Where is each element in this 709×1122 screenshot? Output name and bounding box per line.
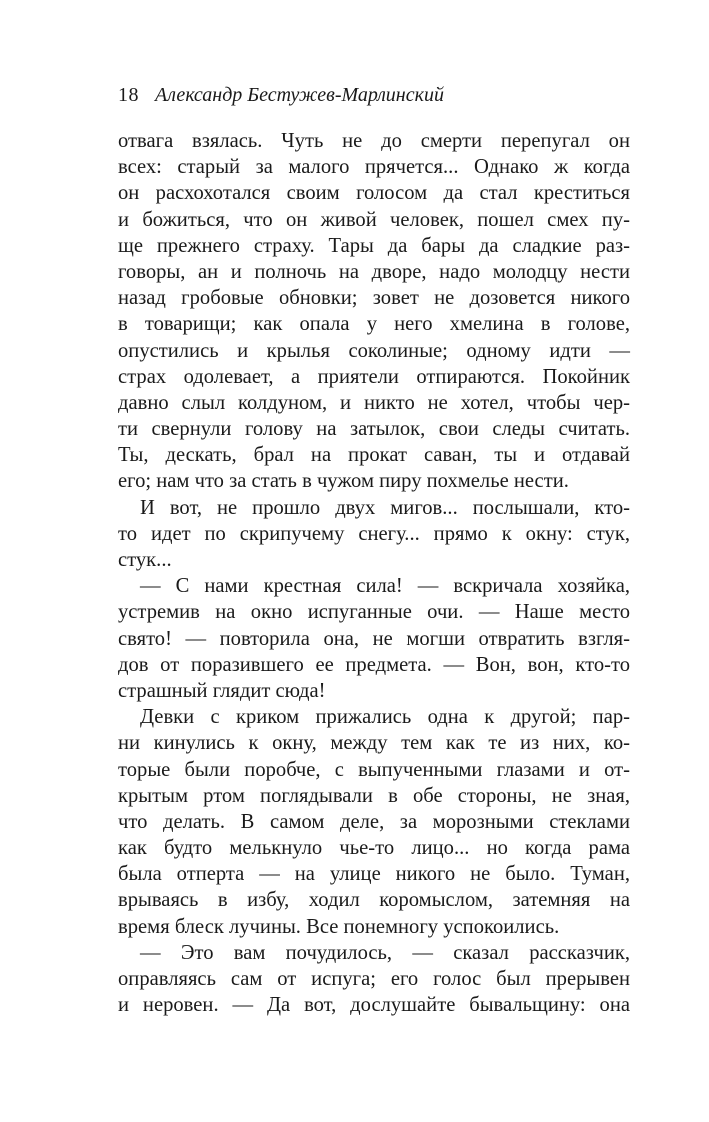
running-head-author: Александр Бестужев-Марлинский (155, 84, 444, 106)
text-line: отвага взялась. Чуть не до смерти перепугал он (118, 130, 630, 152)
paragraph (118, 495, 630, 574)
text-line: в товарищи; как опала у него хмелина в голове, (118, 313, 630, 336)
paragraph (118, 573, 630, 704)
text-line: его; нам что за стать в чужом пиру похмелье нести. (118, 470, 569, 493)
text-line: и божиться, что он живой человек, пошел смех пу- (118, 208, 630, 231)
text-line: страх одолевает, а приятели отпираются. Покойник (118, 365, 630, 388)
paragraph (118, 128, 630, 495)
text-line: то идет по скрипучему снегу... прямо к окну: стук, (118, 522, 630, 545)
text-line: он расхохотался своим голосом да стал креститься (118, 182, 630, 205)
text-line: оправляясь сам от испуга; его голос был прерывен (118, 968, 630, 990)
text-line: Ты, дескать, брал на прокат саван, ты и отдавай (118, 444, 630, 467)
text-line: ти свернули голову на затылок, свои следы считать. (118, 418, 630, 441)
text-line: дов от поразившего ее предмета. — Вон, вон, кто-то (118, 653, 630, 676)
text-line: и неровен. — Да вот, дослушайте бывальщину: она (118, 994, 630, 1017)
page-number: 18 (118, 84, 139, 106)
text-line: время блеск лучины. Все понемногу успокоились. (118, 915, 560, 938)
paragraph (118, 940, 630, 1019)
text-line: — Это вам почудилось, — сказал рассказчик, (140, 941, 630, 964)
text-line: что делать. В самом деле, за морозными стеклами (118, 810, 630, 833)
text-line: — С нами крестная сила! — вскричала хозяйка, (140, 575, 630, 598)
text-line: как будто мелькнуло чье-то лицо... но когда рама (118, 837, 630, 860)
text-line: И вот, не прошло двух мигов... послышали, кто- (140, 496, 630, 519)
book-page (118, 82, 630, 1018)
text-line: давно слыл колдуном, и никто не хотел, чтобы чер- (118, 391, 630, 414)
paragraph (118, 704, 630, 940)
text-line: устремив на окно испуганные очи. — Наше место (118, 601, 630, 624)
text-line: врываясь в избу, ходил коромыслом, затемняя на (118, 889, 630, 912)
text-line: торые были поробче, с выпученными глазами и от- (118, 758, 630, 781)
running-head (118, 82, 630, 108)
text-line: свято! — повторила она, не могши отвратить взгля- (118, 627, 630, 650)
body-text (118, 128, 630, 1018)
text-line: Девки с криком прижались одна к другой; пар- (140, 706, 630, 729)
text-line: опустились и крылья соколиные; одному идти — (118, 339, 630, 362)
text-line: назад гробовые обновки; зовет не дозовется никого (118, 287, 630, 310)
text-line: всех: старый за малого прячется... Однако ж когда (118, 156, 630, 179)
text-line: ни кинулись к окну, между тем как те из них, ко- (118, 732, 630, 755)
text-line: была отперта — на улице никого не было. Туман, (118, 863, 630, 886)
text-line: говоры, ан и полночь на дворе, надо молодцу нести (118, 260, 630, 283)
text-line: стук... (118, 549, 172, 571)
text-line: ще прежнего страху. Тары да бары да сладкие раз- (118, 234, 630, 257)
text-line: крытым ртом поглядывали в обе стороны, не зная, (118, 784, 630, 807)
text-line: страшный глядит сюда! (118, 679, 326, 702)
